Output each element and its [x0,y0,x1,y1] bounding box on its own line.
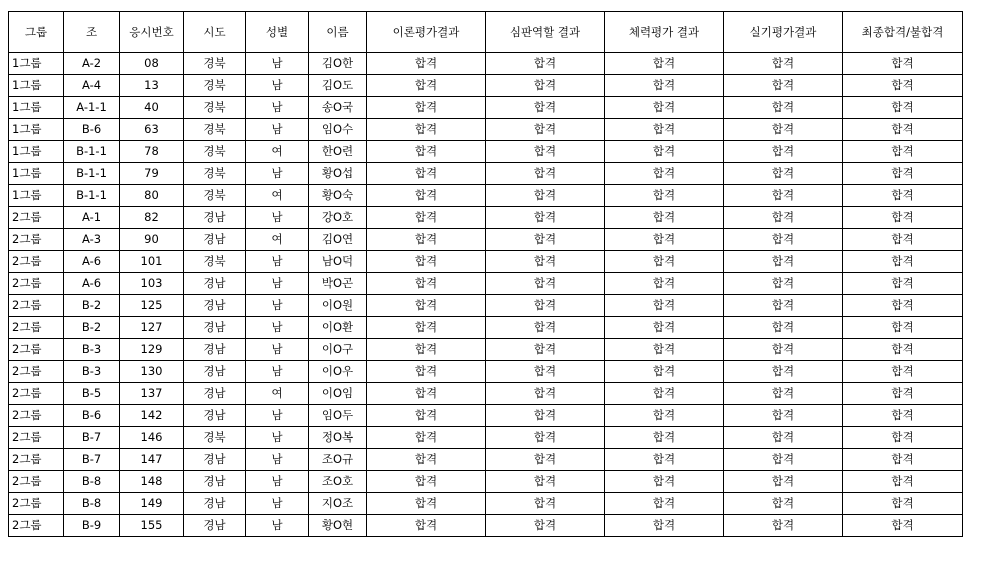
cell-referee-result: 합격 [486,273,605,295]
cell-group: 2그룹 [9,229,64,251]
cell-theory-result: 합격 [367,273,486,295]
cell-theory-result: 합격 [367,493,486,515]
cell-practical-result: 합격 [724,493,843,515]
cell-final-result: 합격 [843,295,963,317]
cell-name: 강O호 [309,207,367,229]
cell-group: 2그룹 [9,251,64,273]
cell-group: 1그룹 [9,163,64,185]
cell-referee-result: 합격 [486,515,605,537]
cell-team: B-7 [64,427,120,449]
cell-referee-result: 합격 [486,427,605,449]
cell-province: 경남 [184,339,246,361]
cell-fitness-result: 합격 [605,97,724,119]
cell-referee-result: 합격 [486,207,605,229]
cell-gender: 여 [246,229,309,251]
cell-fitness-result: 합격 [605,185,724,207]
table-row [9,515,963,537]
cell-practical-result: 합격 [724,75,843,97]
table-row [9,229,963,251]
cell-fitness-result: 합격 [605,383,724,405]
cell-fitness-result: 합격 [605,119,724,141]
cell-team: B-8 [64,493,120,515]
cell-referee-result: 합격 [486,53,605,75]
cell-theory-result: 합격 [367,207,486,229]
cell-practical-result: 합격 [724,251,843,273]
cell-fitness-result: 합격 [605,317,724,339]
header-team: 조 [64,12,120,53]
table-row [9,251,963,273]
cell-name: 황O현 [309,515,367,537]
table-row [9,75,963,97]
cell-team: B-1-1 [64,163,120,185]
table-row [9,405,963,427]
cell-exam-number: 13 [120,75,184,97]
cell-fitness-result: 합격 [605,361,724,383]
header-group: 그룹 [9,12,64,53]
cell-referee-result: 합격 [486,119,605,141]
table-row [9,185,963,207]
cell-final-result: 합격 [843,361,963,383]
cell-exam-number: 82 [120,207,184,229]
cell-exam-number: 40 [120,97,184,119]
cell-fitness-result: 합격 [605,515,724,537]
cell-exam-number: 130 [120,361,184,383]
cell-exam-number: 79 [120,163,184,185]
cell-fitness-result: 합격 [605,339,724,361]
cell-gender: 여 [246,141,309,163]
cell-final-result: 합격 [843,383,963,405]
cell-gender: 남 [246,427,309,449]
cell-practical-result: 합격 [724,339,843,361]
cell-theory-result: 합격 [367,515,486,537]
header-practical-result: 실기평가결과 [724,12,843,53]
cell-group: 2그룹 [9,339,64,361]
table-header-row [9,12,963,53]
cell-gender: 남 [246,207,309,229]
cell-team: B-3 [64,339,120,361]
cell-name: 남O덕 [309,251,367,273]
cell-province: 경북 [184,185,246,207]
cell-province: 경남 [184,449,246,471]
cell-group: 2그룹 [9,471,64,493]
cell-theory-result: 합격 [367,295,486,317]
cell-province: 경남 [184,273,246,295]
cell-practical-result: 합격 [724,273,843,295]
cell-practical-result: 합격 [724,185,843,207]
cell-fitness-result: 합격 [605,251,724,273]
cell-referee-result: 합격 [486,405,605,427]
cell-fitness-result: 합격 [605,229,724,251]
table-row [9,97,963,119]
cell-theory-result: 합격 [367,471,486,493]
cell-final-result: 합격 [843,273,963,295]
cell-province: 경남 [184,295,246,317]
cell-exam-number: 155 [120,515,184,537]
cell-gender: 남 [246,75,309,97]
cell-referee-result: 합격 [486,471,605,493]
cell-theory-result: 합격 [367,405,486,427]
cell-referee-result: 합격 [486,229,605,251]
cell-theory-result: 합격 [367,119,486,141]
cell-referee-result: 합격 [486,449,605,471]
cell-final-result: 합격 [843,251,963,273]
cell-name: 이O임 [309,383,367,405]
cell-practical-result: 합격 [724,449,843,471]
cell-gender: 남 [246,339,309,361]
cell-practical-result: 합격 [724,53,843,75]
header-final-result: 최종합격/불합격 [843,12,963,53]
cell-final-result: 합격 [843,141,963,163]
cell-theory-result: 합격 [367,251,486,273]
cell-exam-number: 129 [120,339,184,361]
cell-exam-number: 78 [120,141,184,163]
table-row [9,273,963,295]
cell-exam-number: 80 [120,185,184,207]
cell-team: B-1-1 [64,141,120,163]
cell-exam-number: 08 [120,53,184,75]
cell-gender: 남 [246,317,309,339]
table-row [9,317,963,339]
table-row [9,119,963,141]
cell-final-result: 합격 [843,339,963,361]
cell-group: 2그룹 [9,207,64,229]
cell-gender: 여 [246,383,309,405]
cell-name: 박O곤 [309,273,367,295]
cell-name: 황O섭 [309,163,367,185]
cell-referee-result: 합격 [486,493,605,515]
cell-name: 이O환 [309,317,367,339]
cell-referee-result: 합격 [486,163,605,185]
cell-exam-number: 142 [120,405,184,427]
cell-final-result: 합격 [843,515,963,537]
cell-name: 김O한 [309,53,367,75]
cell-fitness-result: 합격 [605,449,724,471]
cell-group: 1그룹 [9,75,64,97]
cell-practical-result: 합격 [724,141,843,163]
cell-exam-number: 137 [120,383,184,405]
cell-group: 2그룹 [9,361,64,383]
cell-name: 이O구 [309,339,367,361]
cell-province: 경북 [184,427,246,449]
cell-team: A-6 [64,251,120,273]
cell-fitness-result: 합격 [605,493,724,515]
cell-province: 경남 [184,207,246,229]
cell-team: B-7 [64,449,120,471]
cell-theory-result: 합격 [367,97,486,119]
table-row [9,471,963,493]
cell-practical-result: 합격 [724,207,843,229]
table-row [9,141,963,163]
cell-province: 경북 [184,141,246,163]
cell-final-result: 합격 [843,163,963,185]
cell-gender: 남 [246,273,309,295]
cell-province: 경북 [184,75,246,97]
table-row [9,449,963,471]
cell-final-result: 합격 [843,53,963,75]
cell-final-result: 합격 [843,229,963,251]
cell-practical-result: 합격 [724,471,843,493]
cell-fitness-result: 합격 [605,295,724,317]
cell-referee-result: 합격 [486,185,605,207]
cell-fitness-result: 합격 [605,141,724,163]
table-row [9,493,963,515]
cell-fitness-result: 합격 [605,75,724,97]
table-row [9,207,963,229]
cell-name: 조O규 [309,449,367,471]
cell-exam-number: 149 [120,493,184,515]
cell-gender: 남 [246,163,309,185]
cell-gender: 남 [246,471,309,493]
cell-team: B-1-1 [64,185,120,207]
cell-province: 경남 [184,229,246,251]
cell-group: 2그룹 [9,515,64,537]
cell-final-result: 합격 [843,471,963,493]
cell-group: 1그룹 [9,53,64,75]
cell-name: 조O호 [309,471,367,493]
cell-name: 김O도 [309,75,367,97]
cell-final-result: 합격 [843,317,963,339]
cell-name: 지O조 [309,493,367,515]
cell-fitness-result: 합격 [605,427,724,449]
cell-name: 임O수 [309,119,367,141]
cell-gender: 남 [246,405,309,427]
cell-group: 1그룹 [9,97,64,119]
cell-team: A-1-1 [64,97,120,119]
table-row [9,361,963,383]
header-referee-result: 심판역할 결과 [486,12,605,53]
cell-fitness-result: 합격 [605,273,724,295]
cell-referee-result: 합격 [486,75,605,97]
cell-fitness-result: 합격 [605,163,724,185]
cell-group: 2그룹 [9,405,64,427]
cell-team: A-2 [64,53,120,75]
cell-province: 경남 [184,471,246,493]
cell-name: 한O련 [309,141,367,163]
cell-practical-result: 합격 [724,119,843,141]
header-province: 시도 [184,12,246,53]
cell-team: B-5 [64,383,120,405]
cell-theory-result: 합격 [367,53,486,75]
cell-gender: 남 [246,295,309,317]
cell-fitness-result: 합격 [605,207,724,229]
cell-gender: 남 [246,493,309,515]
cell-name: 송O국 [309,97,367,119]
cell-province: 경남 [184,405,246,427]
cell-practical-result: 합격 [724,295,843,317]
cell-name: 이O우 [309,361,367,383]
cell-province: 경남 [184,493,246,515]
cell-province: 경북 [184,53,246,75]
cell-group: 2그룹 [9,295,64,317]
cell-theory-result: 합격 [367,229,486,251]
cell-theory-result: 합격 [367,427,486,449]
cell-final-result: 합격 [843,427,963,449]
cell-group: 2그룹 [9,317,64,339]
cell-province: 경남 [184,383,246,405]
cell-team: B-2 [64,317,120,339]
cell-referee-result: 합격 [486,97,605,119]
cell-province: 경북 [184,97,246,119]
cell-province: 경북 [184,163,246,185]
header-name: 이름 [309,12,367,53]
cell-province: 경남 [184,515,246,537]
cell-gender: 남 [246,97,309,119]
results-table [8,11,963,537]
cell-fitness-result: 합격 [605,405,724,427]
cell-team: B-6 [64,405,120,427]
cell-team: A-6 [64,273,120,295]
cell-theory-result: 합격 [367,141,486,163]
cell-practical-result: 합격 [724,97,843,119]
table-row [9,339,963,361]
cell-group: 2그룹 [9,493,64,515]
cell-exam-number: 146 [120,427,184,449]
cell-team: B-3 [64,361,120,383]
cell-theory-result: 합격 [367,185,486,207]
cell-practical-result: 합격 [724,317,843,339]
header-gender: 성별 [246,12,309,53]
cell-final-result: 합격 [843,185,963,207]
cell-fitness-result: 합격 [605,471,724,493]
cell-practical-result: 합격 [724,515,843,537]
cell-final-result: 합격 [843,493,963,515]
cell-theory-result: 합격 [367,449,486,471]
cell-theory-result: 합격 [367,383,486,405]
cell-gender: 남 [246,449,309,471]
cell-gender: 남 [246,361,309,383]
cell-name: 임O두 [309,405,367,427]
table-row [9,163,963,185]
table-row [9,53,963,75]
table-body [9,53,963,537]
cell-fitness-result: 합격 [605,53,724,75]
cell-theory-result: 합격 [367,163,486,185]
cell-referee-result: 합격 [486,251,605,273]
cell-team: B-2 [64,295,120,317]
cell-group: 2그룹 [9,427,64,449]
cell-exam-number: 103 [120,273,184,295]
cell-province: 경북 [184,251,246,273]
cell-final-result: 합격 [843,75,963,97]
cell-exam-number: 127 [120,317,184,339]
cell-theory-result: 합격 [367,75,486,97]
table-row [9,427,963,449]
cell-final-result: 합격 [843,97,963,119]
cell-final-result: 합격 [843,207,963,229]
cell-final-result: 합격 [843,119,963,141]
cell-gender: 남 [246,251,309,273]
cell-group: 2그룹 [9,449,64,471]
cell-team: B-9 [64,515,120,537]
cell-exam-number: 125 [120,295,184,317]
cell-practical-result: 합격 [724,229,843,251]
cell-name: 이O원 [309,295,367,317]
cell-group: 1그룹 [9,185,64,207]
cell-final-result: 합격 [843,405,963,427]
cell-team: A-4 [64,75,120,97]
cell-province: 경남 [184,317,246,339]
cell-referee-result: 합격 [486,295,605,317]
cell-group: 2그룹 [9,383,64,405]
cell-team: B-8 [64,471,120,493]
cell-practical-result: 합격 [724,361,843,383]
cell-theory-result: 합격 [367,361,486,383]
cell-group: 1그룹 [9,119,64,141]
table-row [9,383,963,405]
cell-group: 1그룹 [9,141,64,163]
cell-province: 경남 [184,361,246,383]
cell-name: 황O숙 [309,185,367,207]
cell-group: 2그룹 [9,273,64,295]
cell-name: 김O연 [309,229,367,251]
header-exam-number: 응시번호 [120,12,184,53]
header-theory-result: 이론평가결과 [367,12,486,53]
cell-gender: 여 [246,185,309,207]
cell-referee-result: 합격 [486,383,605,405]
cell-team: A-1 [64,207,120,229]
cell-referee-result: 합격 [486,361,605,383]
cell-gender: 남 [246,119,309,141]
cell-exam-number: 101 [120,251,184,273]
cell-gender: 남 [246,515,309,537]
cell-team: B-6 [64,119,120,141]
header-fitness-result: 체력평가 결과 [605,12,724,53]
cell-theory-result: 합격 [367,317,486,339]
cell-referee-result: 합격 [486,317,605,339]
cell-theory-result: 합격 [367,339,486,361]
cell-gender: 남 [246,53,309,75]
cell-practical-result: 합격 [724,163,843,185]
cell-exam-number: 148 [120,471,184,493]
cell-practical-result: 합격 [724,405,843,427]
cell-province: 경북 [184,119,246,141]
cell-practical-result: 합격 [724,383,843,405]
cell-referee-result: 합격 [486,141,605,163]
cell-exam-number: 147 [120,449,184,471]
cell-team: A-3 [64,229,120,251]
cell-final-result: 합격 [843,449,963,471]
cell-name: 정O복 [309,427,367,449]
cell-practical-result: 합격 [724,427,843,449]
cell-exam-number: 90 [120,229,184,251]
cell-exam-number: 63 [120,119,184,141]
table-row [9,295,963,317]
cell-referee-result: 합격 [486,339,605,361]
